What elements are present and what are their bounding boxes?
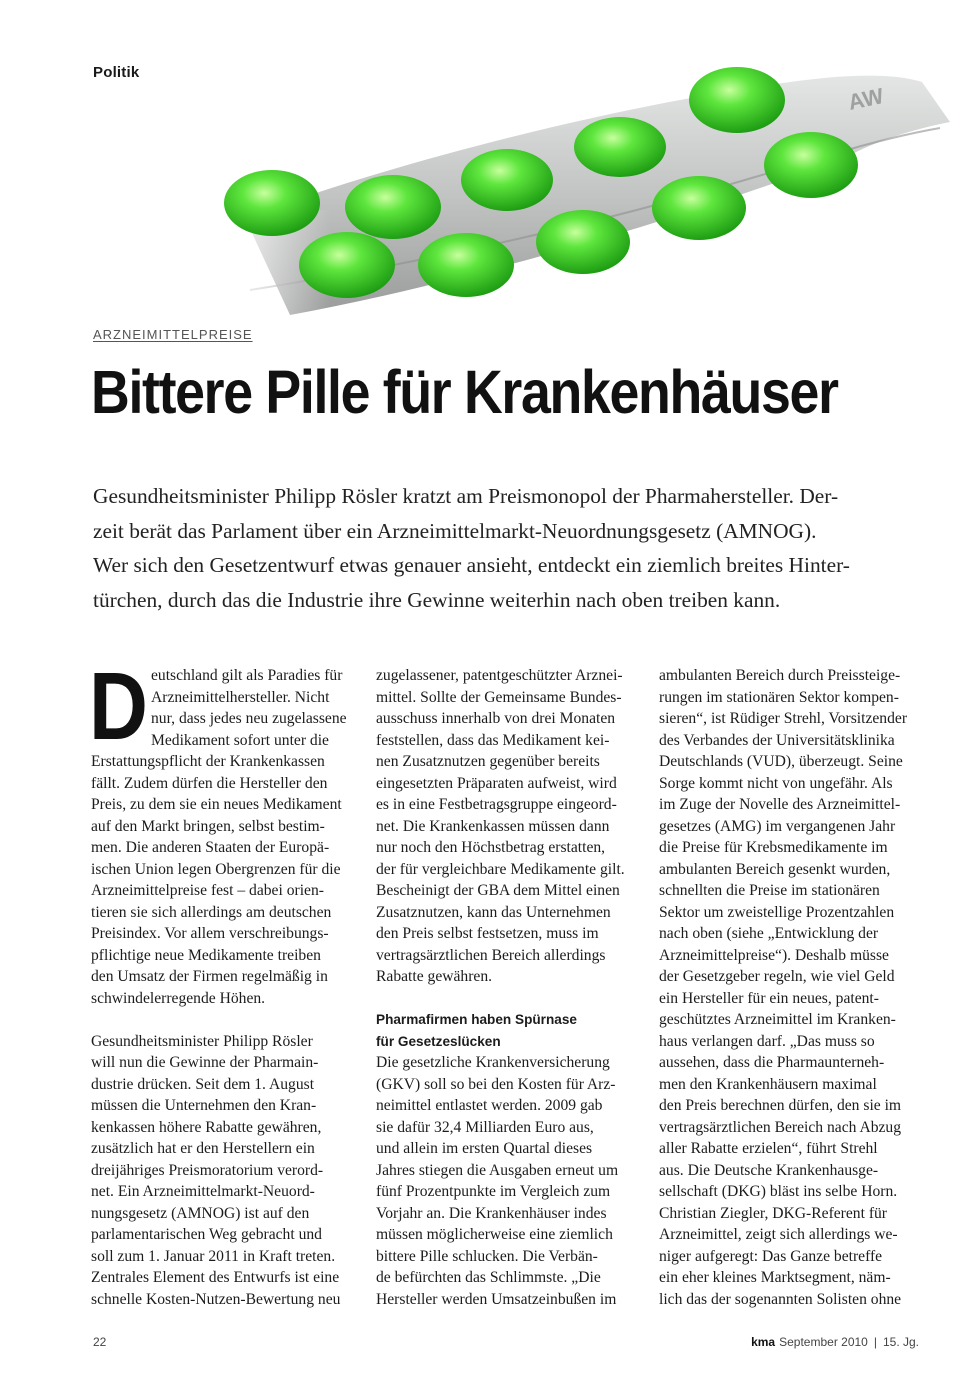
text-line: nungsgesetz (AMNOG) ist auf den: [91, 1204, 310, 1222]
text-line: nach oben (siehe „Entwicklung der: [659, 925, 879, 942]
text-line: ambulanten Bereich durch Preissteige-: [659, 667, 901, 684]
text-line: der für vergleichbare Medikamente gilt.: [376, 860, 625, 878]
text-line: men. Die anderen Staaten der Europä-: [91, 839, 330, 856]
text-line: Jahres stiegen die Ausgaben erneut um: [376, 1161, 619, 1179]
text-line: soll zum 1. Januar 2011 in Kraft treten.: [91, 1247, 336, 1265]
pill: [689, 67, 785, 133]
text-line: parlamentarischen Weg gebracht und: [91, 1226, 322, 1243]
text-line: Medikament sofort unter die: [151, 731, 329, 749]
text-line: Bescheinigt der GBA dem Mittel einen: [376, 882, 620, 899]
text-line: de befürchten das Schlimmste. „Die: [376, 1269, 601, 1286]
text-line: eutschland gilt als Paradies für: [151, 667, 343, 684]
article-column-2: [376, 665, 632, 1310]
text-line: Gesundheitsminister Philipp Rösler: [91, 1032, 313, 1050]
pill: [536, 210, 630, 274]
text-line: auf den Markt bringen, selbst bestim-: [91, 817, 325, 835]
text-line: vertragsärztlichen Bereich allerdings: [376, 946, 606, 964]
text-line: die Preise für Krebsmedikamente im: [659, 839, 888, 856]
text-line: müssen die Unternehmen den Kran-: [91, 1097, 317, 1114]
text-line: net. Ein Arzneimittelmarkt-Neuord-: [91, 1183, 315, 1200]
text-line: Rabatte gewähren.: [376, 968, 493, 985]
page-number: 22: [93, 1335, 107, 1349]
text-line: sie dafür 32,4 Milliarden Euro aus,: [376, 1118, 594, 1136]
text-line: aussehen, dass die Pharmaunterneh-: [659, 1054, 885, 1071]
article-column-1: [89, 653, 349, 1310]
text-line: ein Hersteller für ein neues, patent-: [659, 989, 879, 1007]
text-line: Arzneimittelpreise“). Deshalb müsse: [659, 946, 889, 964]
pill: [224, 170, 320, 236]
pill-blister-image: [150, 40, 950, 340]
pill: [652, 176, 746, 240]
text-line: Arzneimittelpreise fest – dabei orien-: [91, 882, 324, 899]
footer-separator: |: [873, 1335, 877, 1349]
text-line: aller Rabatte erzielen“, führt Strehl: [659, 1140, 878, 1157]
text-line: und allein im ersten Quartal dieses: [376, 1140, 593, 1157]
text-line: eingesetzten Präparaten aufweist, wird: [376, 774, 617, 792]
text-line: mittel. Sollte der Gemeinsame Bundes-: [376, 688, 622, 706]
headline: Bittere Pille für Krankenhäuser: [91, 358, 838, 426]
lead-paragraph: [93, 479, 883, 617]
text-line: Preis, zu dem sie ein neues Medikament: [91, 796, 342, 813]
text-line: aus. Die Deutsche Krankenhausge-: [659, 1161, 879, 1179]
lead-line: Gesundheitsminister Philipp Rösler kratzt am Preismonopol der Pharmahersteller. Der-: [93, 484, 839, 508]
text-line: zugelassener, patentgeschützter Arznei-: [376, 667, 623, 684]
text-line: zusätzlich hat er den Herstellern ein: [91, 1140, 315, 1157]
subheading-line: für Gesetzeslücken: [376, 1033, 501, 1049]
text-line: ausschuss innerhalb von drei Monaten: [376, 710, 616, 727]
text-line: nen Zusatznutzen gegenüber bereits: [376, 753, 600, 770]
text-line: bittere Pille schlucken. Die Verbän-: [376, 1247, 598, 1265]
text-line: fünf Prozentpunkte im Vergleich zum: [376, 1183, 611, 1200]
text-line: geschütztes Arzneimittel im Kranken-: [659, 1011, 896, 1028]
text-line: will nun die Gewinne der Pharmain-: [91, 1054, 319, 1071]
text-line: Preisindex. Vor allem verschreibungs-: [91, 925, 329, 942]
text-line: dustrie drücken. Seit dem 1. August: [91, 1075, 315, 1093]
text-line: Arzneimittel, zeigt sich allerdings we-: [659, 1226, 898, 1243]
text-line: ambulanten Bereich gesenkt wurden,: [659, 860, 891, 878]
text-line: feststellen, dass das Medikament kei-: [376, 731, 610, 749]
text-line: gesetzes (AMG) im vergangenen Jahr: [659, 817, 896, 835]
article-column-3: [659, 665, 919, 1310]
text-line: sellschaft (DKG) bläst ins selbe Horn.: [659, 1183, 898, 1200]
volume: 15. Jg.: [882, 1335, 919, 1349]
text-line: müssen möglicherweise eine ziemlich: [376, 1226, 613, 1243]
dropcap: D: [89, 653, 148, 760]
text-line: schnellten die Preise im stationären: [659, 882, 880, 899]
text-line: net. Die Krankenkassen müssen dann: [376, 817, 610, 835]
text-line: nur noch den Höchstbetrag erstatten,: [376, 839, 606, 856]
text-line: rungen im stationären Sektor kompen-: [659, 688, 899, 706]
text-line: vertragsärztlichen Bereich nach Abzug: [659, 1118, 902, 1136]
pill: [574, 117, 666, 177]
blister-print: AW: [845, 83, 886, 115]
magazine-logo: kma: [751, 1335, 776, 1349]
text-line: Zusatznutzen, kann das Unternehmen: [376, 903, 611, 921]
lead-line: türchen, durch das die Industrie ihre Gewinne weiterhin nach oben treiben kann.: [93, 587, 781, 612]
text-line: dreijähriges Preismoratorium verord-: [91, 1161, 324, 1179]
text-line: Erstattungspflicht der Krankenkassen: [91, 753, 325, 770]
text-line: schnelle Kosten-Nutzen-Bewertung neu: [91, 1290, 341, 1308]
text-line: sieren“, ist Rüdiger Strehl, Vorsitzender: [659, 710, 908, 727]
text-line: im Zuge der Novelle des Arzneimittel-: [659, 796, 901, 813]
text-line: schwindelerregende Höhen.: [91, 989, 266, 1007]
text-line: Hersteller werden Umsatzeinbußen im: [376, 1290, 617, 1308]
paragraph-gap: [376, 988, 632, 1010]
text-line: tieren sie sich allerdings am deutschen: [91, 903, 332, 921]
footer-issue-info: [751, 1335, 919, 1349]
text-line: den Umsatz der Firmen regelmäßig in: [91, 968, 328, 985]
text-line: es in eine Festbetragsgruppe eingeord-: [376, 796, 617, 813]
subheading-line: Pharmafirmen haben Spürnase: [376, 1012, 577, 1027]
text-line: den Preis berechnen dürfen, den sie im: [659, 1097, 902, 1114]
kicker: ARZNEIMITTELPREISE: [93, 327, 253, 342]
issue-date: September 2010: [779, 1335, 868, 1349]
text-line: lich das der sogenannten Solisten ohne: [659, 1290, 902, 1308]
paragraph-gap: [91, 1009, 349, 1031]
text-line: des Verbandes der Universitätsklinika: [659, 731, 895, 749]
lead-line: Wer sich den Gesetzentwurf etwas genauer ansieht, entdeckt ein ziemlich breites Hinter-: [93, 553, 850, 578]
pill: [299, 232, 395, 298]
text-line: ischen Union legen Obergrenzen für die: [91, 860, 341, 878]
text-line: niger aufgeregt: Das Ganze betreffe: [659, 1247, 883, 1265]
pill: [345, 175, 441, 239]
text-line: fällt. Zudem dürfen die Hersteller den: [91, 774, 328, 792]
text-line: Vorjahr an. Die Krankenhäuser indes: [376, 1204, 607, 1222]
text-line: Die gesetzliche Krankenversicherung: [376, 1054, 610, 1071]
text-line: pflichtige neue Medikamente treiben: [91, 946, 321, 964]
text-line: neimittel entlastet werden. 2009 gab: [376, 1097, 603, 1114]
text-line: der Gesetzgeber regeln, wie viel Geld: [659, 968, 895, 985]
pill: [461, 149, 553, 211]
text-line: men den Krankenhäusern maximal: [659, 1075, 877, 1093]
text-line: haus verlangen darf. „Das muss so: [659, 1032, 875, 1050]
text-line: (GKV) soll so bei den Kosten für Arz-: [376, 1075, 616, 1093]
text-line: Sektor um zweistellige Prozentzahlen: [659, 903, 895, 921]
section-label: Politik: [93, 64, 140, 81]
text-line: Christian Ziegler, DKG-Referent für: [659, 1204, 888, 1222]
pill: [764, 132, 858, 198]
text-line: Sorge kommt nicht von ungefähr. Als: [659, 774, 893, 792]
text-line: Deutschlands (VUD), überzeugt. Seine: [659, 753, 903, 770]
text-line: Zentrales Element des Entwurfs ist eine: [91, 1269, 340, 1286]
pill: [418, 233, 514, 297]
text-line: nur, dass jedes neu zugelassene: [151, 710, 347, 727]
text-line: ein eher kleines Marktsegment, näm-: [659, 1269, 891, 1286]
text-line: den Preis selbst festsetzen, muss im: [376, 925, 599, 942]
lead-line: zeit berät das Parlament über ein Arzneimittelmarkt-Neuordnungsgesetz (AMNOG).: [93, 518, 817, 543]
text-line: Arzneimittelhersteller. Nicht: [151, 688, 330, 706]
text-line: kenkassen höhere Rabatte gewähren,: [91, 1118, 322, 1136]
